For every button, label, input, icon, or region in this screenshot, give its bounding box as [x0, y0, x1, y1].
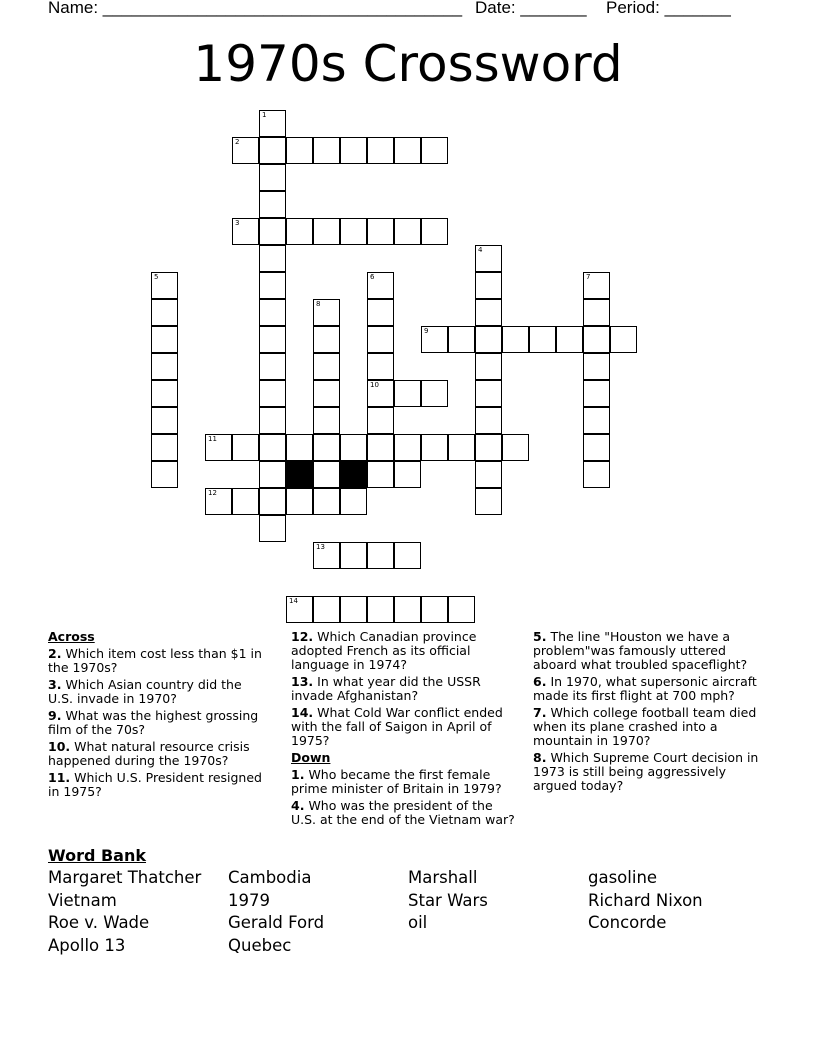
grid-cell[interactable]: [313, 542, 340, 569]
grid-cell[interactable]: [394, 434, 421, 461]
clue-down-6: 6. In 1970, what supersonic aircraft made its first flight at 700 mph?: [533, 674, 757, 703]
grid-cell[interactable]: [232, 488, 259, 515]
grid-cell[interactable]: [475, 407, 502, 434]
grid-cell[interactable]: [421, 380, 448, 407]
grid-cell[interactable]: [259, 380, 286, 407]
clue-number: 9: [424, 327, 429, 335]
name-field[interactable]: Name: ______________________________________: [48, 0, 463, 17]
across-heading: Across: [48, 629, 95, 644]
grid-cell[interactable]: [421, 137, 448, 164]
grid-cell[interactable]: [529, 326, 556, 353]
grid-cell[interactable]: [151, 272, 178, 299]
word-bank-item: Quebec: [228, 936, 292, 955]
grid-cell[interactable]: [340, 488, 367, 515]
clue-across-13: 13. In what year did the USSR invade Afghanistan?: [291, 674, 481, 703]
grid-cell[interactable]: [151, 434, 178, 461]
word-bank-item: Gerald Ford: [228, 913, 325, 932]
clue-number: 13: [316, 543, 325, 551]
grid-cell[interactable]: [367, 299, 394, 326]
clues-column-1: [48, 630, 270, 802]
grid-cell[interactable]: [475, 434, 502, 461]
grid-cell[interactable]: [151, 407, 178, 434]
clue-number: 3: [235, 219, 240, 227]
grid-cell[interactable]: [259, 218, 286, 245]
grid-cell[interactable]: [151, 326, 178, 353]
grid-cell[interactable]: [475, 461, 502, 488]
grid-cell[interactable]: [232, 434, 259, 461]
grid-cell[interactable]: [583, 299, 610, 326]
grid-cell[interactable]: [421, 434, 448, 461]
clue-across-12: 12. Which Canadian province adopted French as its official language in 1974?: [291, 629, 477, 672]
grid-cell[interactable]: [286, 596, 313, 623]
grid-cell[interactable]: [259, 407, 286, 434]
clue-across-11: 11. Which U.S. President resigned in 1975?: [48, 770, 262, 799]
clue-number: 8: [316, 300, 321, 308]
word-bank-item: Cambodia: [228, 868, 312, 887]
grid-cell[interactable]: [367, 407, 394, 434]
grid-cell[interactable]: [367, 434, 394, 461]
grid-cell[interactable]: [259, 191, 286, 218]
grid-cell[interactable]: [313, 218, 340, 245]
grid-cell[interactable]: [394, 596, 421, 623]
word-bank-item: 1979: [228, 891, 270, 910]
grid-cell[interactable]: [394, 380, 421, 407]
clues-column-3: [533, 630, 765, 796]
grid-cell[interactable]: [583, 326, 610, 353]
grid-cell[interactable]: [556, 326, 583, 353]
grid-cell[interactable]: [394, 137, 421, 164]
grid-cell[interactable]: [313, 326, 340, 353]
grid-cell[interactable]: [259, 299, 286, 326]
clue-down-5: 5. The line "Houston we have a problem"was famously uttered aboard what troubled spaceflight?: [533, 629, 748, 672]
grid-cell[interactable]: [394, 218, 421, 245]
grid-cell[interactable]: [421, 596, 448, 623]
grid-cell[interactable]: [394, 461, 421, 488]
grid-cell[interactable]: [313, 461, 340, 488]
clue-number: 14: [289, 597, 298, 605]
grid-cell[interactable]: [259, 272, 286, 299]
clue-number: 5: [154, 273, 159, 281]
grid-cell[interactable]: [259, 488, 286, 515]
clue-number: 10: [370, 381, 379, 389]
clue-number: 4: [478, 246, 483, 254]
grid-cell[interactable]: [313, 434, 340, 461]
grid-cell[interactable]: [448, 596, 475, 623]
grid-cell[interactable]: [313, 596, 340, 623]
grid-cell[interactable]: [394, 542, 421, 569]
grid-cell[interactable]: [367, 542, 394, 569]
period-field[interactable]: Period: _______: [606, 0, 731, 17]
grid-cell[interactable]: [502, 326, 529, 353]
clue-across-2: 2. Which item cost less than $1 in the 1970s?: [48, 646, 262, 675]
grid-cell[interactable]: [583, 434, 610, 461]
down-heading: Down: [291, 750, 331, 765]
grid-cell[interactable]: [205, 488, 232, 515]
clue-across-3: 3. Which Asian country did the U.S. invade in 1970?: [48, 677, 242, 706]
clue-across-14: 14. What Cold War conflict ended with the fall of Saigon in April of 1975?: [291, 705, 503, 748]
grid-cell[interactable]: [205, 434, 232, 461]
grid-cell[interactable]: [232, 137, 259, 164]
grid-cell[interactable]: [151, 380, 178, 407]
word-bank-item: Richard Nixon: [588, 891, 703, 910]
grid-cell[interactable]: [475, 380, 502, 407]
word-bank-title: Word Bank: [48, 846, 147, 865]
grid-cell[interactable]: [151, 299, 178, 326]
grid-cell[interactable]: [286, 218, 313, 245]
grid-cell[interactable]: [259, 515, 286, 542]
clue-number: 7: [586, 273, 591, 281]
grid-cell[interactable]: [259, 245, 286, 272]
grid-cell[interactable]: [340, 596, 367, 623]
black-cell: [286, 461, 313, 488]
word-bank-item: Marshall: [408, 868, 478, 887]
grid-cell[interactable]: [475, 326, 502, 353]
grid-cell[interactable]: [259, 110, 286, 137]
grid-cell[interactable]: [367, 218, 394, 245]
clues-column-2: [291, 630, 519, 830]
clue-across-10: 10. What natural resource crisis happened during the 1970s?: [48, 739, 250, 768]
grid-cell[interactable]: [502, 434, 529, 461]
grid-cell[interactable]: [610, 326, 637, 353]
clue-number: 11: [208, 435, 217, 443]
grid-cell[interactable]: [421, 218, 448, 245]
grid-cell[interactable]: [367, 272, 394, 299]
grid-cell[interactable]: [313, 353, 340, 380]
clue-number: 6: [370, 273, 375, 281]
grid-cell[interactable]: [367, 353, 394, 380]
grid-cell[interactable]: [259, 461, 286, 488]
clue-number: 1: [262, 111, 267, 119]
grid-cell[interactable]: [259, 164, 286, 191]
grid-cell[interactable]: [340, 542, 367, 569]
grid-cell[interactable]: [151, 353, 178, 380]
grid-cell[interactable]: [367, 596, 394, 623]
grid-cell[interactable]: [313, 137, 340, 164]
page-title: 1970s Crossword: [193, 35, 623, 93]
word-bank-item: Star Wars: [408, 891, 488, 910]
grid-cell[interactable]: [259, 137, 286, 164]
grid-cell[interactable]: [583, 272, 610, 299]
grid-cell[interactable]: [313, 380, 340, 407]
grid-cell[interactable]: [313, 407, 340, 434]
clue-number: 2: [235, 138, 240, 146]
clue-down-7: 7. Which college football team died when its plane crashed into a mountain in 1970?: [533, 705, 757, 748]
word-bank-item: gasoline: [588, 868, 658, 887]
grid-cell[interactable]: [259, 326, 286, 353]
word-bank-item: Apollo 13: [48, 936, 126, 955]
grid-cell[interactable]: [286, 434, 313, 461]
grid-cell[interactable]: [367, 380, 394, 407]
grid-cell[interactable]: [583, 407, 610, 434]
grid-cell[interactable]: [367, 461, 394, 488]
grid-cell[interactable]: [151, 461, 178, 488]
grid-cell[interactable]: [232, 218, 259, 245]
clue-down-4: 4. Who was the president of the U.S. at the end of the Vietnam war?: [291, 798, 515, 827]
date-field[interactable]: Date: _______: [475, 0, 587, 17]
grid-cell[interactable]: [367, 326, 394, 353]
grid-cell[interactable]: [340, 434, 367, 461]
grid-cell[interactable]: [286, 488, 313, 515]
grid-cell[interactable]: [475, 245, 502, 272]
clue-across-9: 9. What was the highest grossing film of the 70s?: [48, 708, 259, 737]
word-bank-item: Concorde: [588, 913, 667, 932]
grid-cell[interactable]: [583, 353, 610, 380]
black-cell: [340, 461, 367, 488]
grid-cell[interactable]: [313, 299, 340, 326]
grid-cell[interactable]: [475, 272, 502, 299]
grid-cell[interactable]: [448, 326, 475, 353]
word-bank-item: Vietnam: [48, 891, 117, 910]
grid-cell[interactable]: [259, 434, 286, 461]
grid-cell[interactable]: [475, 299, 502, 326]
word-bank-item: Roe v. Wade: [48, 913, 150, 932]
grid-cell[interactable]: [340, 137, 367, 164]
grid-cell[interactable]: [286, 137, 313, 164]
grid-cell[interactable]: [421, 326, 448, 353]
grid-cell[interactable]: [259, 353, 286, 380]
clue-number: 12: [208, 489, 217, 497]
grid-cell[interactable]: [448, 434, 475, 461]
grid-cell[interactable]: [367, 137, 394, 164]
clue-down-8: 8. Which Supreme Court decision in 1973 is still being aggressively argued today?: [533, 750, 759, 793]
grid-cell[interactable]: [583, 461, 610, 488]
grid-cell[interactable]: [313, 488, 340, 515]
grid-cell[interactable]: [583, 380, 610, 407]
grid-cell[interactable]: [475, 488, 502, 515]
word-bank-item: oil: [408, 913, 428, 932]
clue-down-1: 1. Who became the first female prime minister of Britain in 1979?: [291, 767, 502, 796]
word-bank-item: Margaret Thatcher: [48, 868, 202, 887]
grid-cell[interactable]: [340, 218, 367, 245]
grid-cell[interactable]: [475, 353, 502, 380]
